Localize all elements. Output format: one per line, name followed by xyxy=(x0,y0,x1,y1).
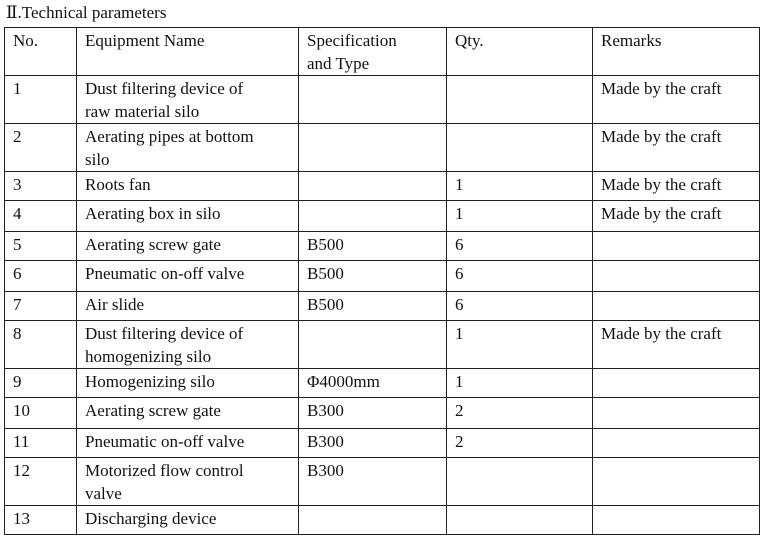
cell-qty: 1 xyxy=(447,201,593,232)
table-row xyxy=(5,232,760,261)
cell-qty: 2 xyxy=(447,429,593,458)
cell-qty xyxy=(447,76,593,124)
table-row xyxy=(5,124,760,172)
table-row xyxy=(5,172,760,201)
cell-remarks: Made by the craft xyxy=(593,201,760,232)
cell-equipment-name: Aerating box in silo xyxy=(77,201,299,232)
cell-qty: 1 xyxy=(447,369,593,398)
cell-qty xyxy=(447,506,593,535)
cell-specification xyxy=(299,172,447,201)
cell-no: 5 xyxy=(5,232,77,261)
cell-qty xyxy=(447,124,593,172)
cell-no: 8 xyxy=(5,321,77,369)
cell-specification: B500 xyxy=(299,232,447,261)
header-qty: Qty. xyxy=(447,28,593,76)
cell-no: 9 xyxy=(5,369,77,398)
cell-equipment-name: Dust filtering device of homogenizing silo xyxy=(77,321,299,369)
table-row xyxy=(5,292,760,321)
table-header-row xyxy=(5,28,760,76)
table-row xyxy=(5,429,760,458)
cell-remarks xyxy=(593,458,760,506)
cell-qty: 1 xyxy=(447,172,593,201)
cell-no: 10 xyxy=(5,398,77,429)
cell-qty xyxy=(447,458,593,506)
cell-no: 7 xyxy=(5,292,77,321)
cell-equipment-name: Pneumatic on-off valve xyxy=(77,429,299,458)
cell-equipment-name: Homogenizing silo xyxy=(77,369,299,398)
cell-equipment-name: Aerating screw gate xyxy=(77,398,299,429)
cell-qty: 1 xyxy=(447,321,593,369)
technical-parameters-table xyxy=(4,27,760,535)
cell-remarks xyxy=(593,369,760,398)
cell-specification xyxy=(299,124,447,172)
cell-remarks xyxy=(593,292,760,321)
cell-remarks xyxy=(593,261,760,292)
table-row xyxy=(5,398,760,429)
cell-equipment-name: Aerating pipes at bottom silo xyxy=(77,124,299,172)
cell-specification xyxy=(299,201,447,232)
cell-remarks xyxy=(593,506,760,535)
cell-specification: B500 xyxy=(299,292,447,321)
cell-remarks: Made by the craft xyxy=(593,321,760,369)
cell-remarks xyxy=(593,232,760,261)
cell-equipment-name: Roots fan xyxy=(77,172,299,201)
cell-specification: Φ4000mm xyxy=(299,369,447,398)
cell-equipment-name: Motorized flow control valve xyxy=(77,458,299,506)
cell-equipment-name: Dust filtering device of raw material silo xyxy=(77,76,299,124)
table-row xyxy=(5,458,760,506)
header-remarks: Remarks xyxy=(593,28,760,76)
cell-no: 6 xyxy=(5,261,77,292)
table-row xyxy=(5,321,760,369)
cell-no: 3 xyxy=(5,172,77,201)
cell-specification: B300 xyxy=(299,429,447,458)
cell-equipment-name: Aerating screw gate xyxy=(77,232,299,261)
table-row xyxy=(5,369,760,398)
header-equipment-name: Equipment Name xyxy=(77,28,299,76)
cell-qty: 6 xyxy=(447,292,593,321)
cell-no: 13 xyxy=(5,506,77,535)
section-heading: Ⅱ.Technical parameters xyxy=(6,3,167,22)
table-row xyxy=(5,261,760,292)
cell-specification xyxy=(299,76,447,124)
cell-specification: B500 xyxy=(299,261,447,292)
cell-no: 1 xyxy=(5,76,77,124)
table-row xyxy=(5,201,760,232)
header-specification: Specification and Type xyxy=(299,28,447,76)
cell-specification: B300 xyxy=(299,458,447,506)
cell-remarks xyxy=(593,398,760,429)
cell-no: 2 xyxy=(5,124,77,172)
header-no: No. xyxy=(5,28,77,76)
table-row xyxy=(5,76,760,124)
cell-qty: 6 xyxy=(447,232,593,261)
cell-remarks xyxy=(593,429,760,458)
cell-qty: 2 xyxy=(447,398,593,429)
cell-remarks: Made by the craft xyxy=(593,172,760,201)
cell-qty: 6 xyxy=(447,261,593,292)
cell-equipment-name: Air slide xyxy=(77,292,299,321)
cell-no: 4 xyxy=(5,201,77,232)
cell-no: 11 xyxy=(5,429,77,458)
cell-remarks: Made by the craft xyxy=(593,124,760,172)
cell-specification xyxy=(299,321,447,369)
cell-equipment-name: Pneumatic on-off valve xyxy=(77,261,299,292)
cell-remarks: Made by the craft xyxy=(593,76,760,124)
cell-no: 12 xyxy=(5,458,77,506)
cell-specification xyxy=(299,506,447,535)
cell-specification: B300 xyxy=(299,398,447,429)
table-row xyxy=(5,506,760,535)
cell-equipment-name: Discharging device xyxy=(77,506,299,535)
